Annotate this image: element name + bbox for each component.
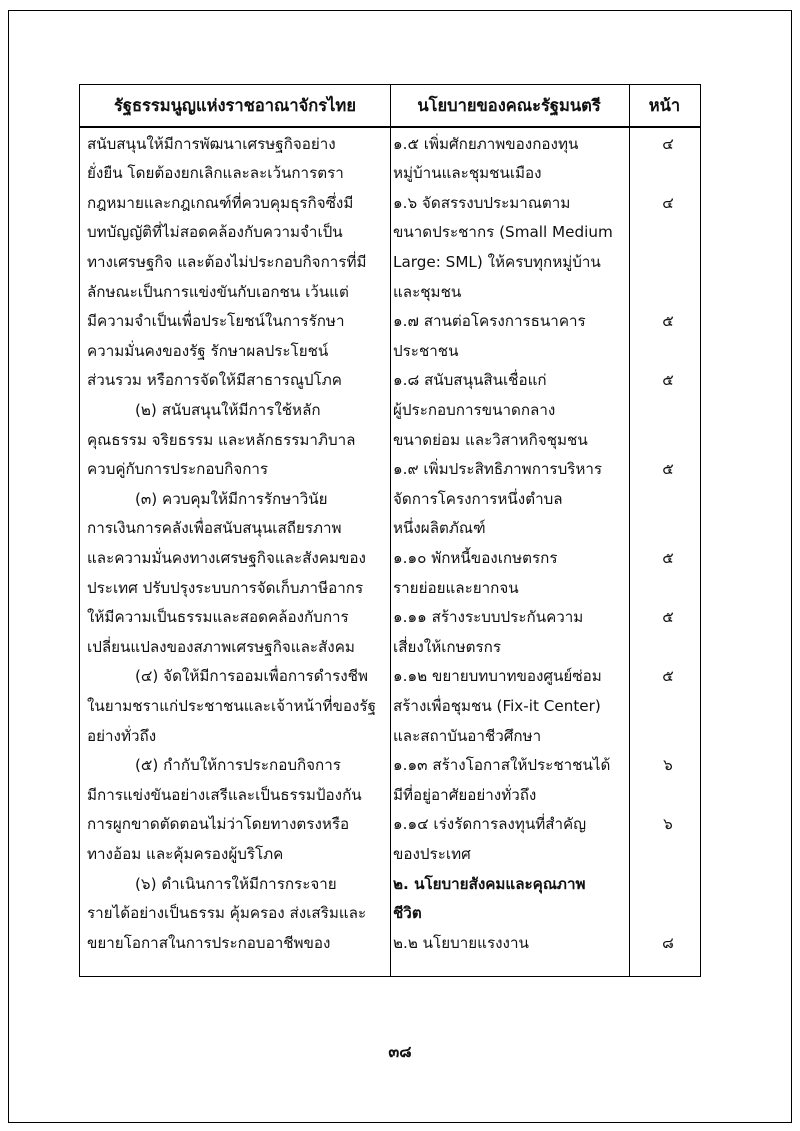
policy-text: ๑.๑๓ สร้างโอกาสให้ประชาชนได้: [393, 756, 611, 775]
table-row: [80, 485, 700, 515]
table-row: [80, 544, 700, 574]
table-row: [80, 692, 700, 722]
table-row: [80, 218, 700, 248]
page-number: ๓๘: [388, 1042, 412, 1061]
constitution-text: มีความจำเป็นเพื่อประโยชน์ในการรักษา: [87, 312, 345, 331]
policy-text: สร้างเพื่อชุมชน (Fix-it Center): [393, 696, 601, 715]
constitution-text: (๖) ดำเนินการให้มีการกระจาย: [135, 874, 337, 893]
table-row: [80, 396, 700, 426]
constitution-text: กฎหมายและกฎเกณฑ์ที่ควบคุมธุรกิจซึ่งมี: [87, 193, 354, 212]
constitution-text: มีการแข่งขันอย่างเสรีและเป็นธรรมป้องกัน: [87, 785, 362, 804]
header-page: หน้า: [648, 96, 681, 115]
header-policy: นโยบายของคณะรัฐมนตรี: [417, 96, 601, 115]
table-row: [80, 248, 700, 278]
policy-text: ๑.๑๒ ขยายบทบาทของศูนย์ซ่อม: [393, 667, 602, 686]
constitution-text: ทางเศรษฐกิจ และต้องไม่ประกอบกิจการที่มี: [87, 252, 367, 271]
policy-text: ประชาชน: [393, 341, 459, 360]
policy-text: ขนาดประชากร (Small Medium: [393, 223, 613, 242]
constitution-text: (๔) จัดให้มีการออมเพื่อการดำรงชีพ: [135, 667, 368, 686]
page-ref: ๔: [662, 193, 674, 212]
comparison-table: [79, 84, 701, 977]
constitution-text: ให้มีความเป็นธรรมและสอดคล้องกับการ: [87, 608, 349, 627]
constitution-text: เปลี่ยนแปลงของสภาพเศรษฐกิจและสังคม: [87, 637, 355, 656]
policy-text: ชีวิต: [393, 904, 422, 923]
table-row: [80, 662, 700, 692]
constitution-text: อย่างทั่วถึง: [87, 726, 157, 745]
policy-text: ๑.๑๑ สร้างระบบประกันความ: [393, 608, 584, 627]
table-row: [80, 722, 700, 752]
policy-text: ๑.๑๐ พักหนี้ของเกษตรกร: [393, 548, 558, 567]
constitution-text: และความมั่นคงทางเศรษฐกิจและสังคมของ: [87, 548, 366, 567]
policy-text: ผู้ประกอบการขนาดกลาง: [393, 400, 556, 419]
policy-text: ๒. นโยบายสังคมและคุณภาพ: [393, 874, 586, 893]
policy-text: ๒.๒ นโยบายแรงงาน: [393, 933, 529, 952]
page-ref: ๖: [663, 815, 673, 834]
policy-text: ๑.๗ สานต่อโครงการธนาคาร: [393, 312, 586, 331]
policy-text: และสถาบันอาชีวศึกษา: [393, 726, 542, 745]
table-row: [80, 455, 700, 485]
policy-text: ของประเทศ: [393, 844, 471, 863]
table-row: [80, 574, 700, 604]
policy-text: Large: SML) ให้ครบทุกหมู่บ้าน: [393, 252, 601, 271]
constitution-text: บทบัญญัติที่ไม่สอดคล้องกับความจำเป็น: [87, 223, 343, 242]
table-row: [80, 514, 700, 544]
table-row: [80, 307, 700, 337]
table-row: [80, 870, 700, 900]
constitution-text: การเงินการคลังเพื่อสนับสนุนเสถียรภาพ: [87, 519, 342, 538]
policy-text: ๑.๖ จัดสรรงบประมาณตาม: [393, 193, 571, 212]
table-row: [80, 159, 700, 189]
page-ref: ๖: [663, 756, 673, 775]
constitution-text: ทางอ้อม และคุ้มครองผู้บริโภค: [87, 844, 284, 863]
page-ref: ๕: [662, 312, 674, 331]
page-ref: ๕: [662, 460, 674, 479]
page-ref: ๕: [662, 548, 674, 567]
policy-text: จัดการโครงการหนึ่งตำบล: [393, 489, 563, 508]
policy-text: เสี่ยงให้เกษตรกร: [393, 637, 501, 656]
constitution-text: (๕) กำกับให้การประกอบกิจการ: [135, 756, 341, 775]
policy-text: ๑.๘ สนับสนุนสินเชื่อแก่: [393, 371, 547, 390]
page-ref: ๕: [662, 667, 674, 686]
table-row: [80, 810, 700, 840]
table-row: [80, 366, 700, 396]
policy-text: ๑.๙ เพิ่มประสิทธิภาพการบริหาร: [393, 460, 603, 479]
policy-text: หนึ่งผลิตภัณฑ์: [393, 519, 486, 538]
table-row: [80, 899, 700, 929]
constitution-text: (๓) ควบคุมให้มีการรักษาวินัย: [135, 489, 328, 508]
page-ref: ๕: [662, 608, 674, 627]
table-row: [80, 278, 700, 308]
page-ref: ๘: [662, 933, 674, 952]
table-row: [80, 189, 700, 219]
policy-text: และชุมชน: [393, 282, 462, 301]
policy-text: ขนาดย่อม และวิสาหกิจชุมชน: [393, 430, 588, 449]
table-row: [80, 337, 700, 367]
table-row: [80, 840, 700, 870]
constitution-text: คุณธรรม จริยธรรม และหลักธรรมาภิบาล: [87, 430, 356, 449]
table-row: [80, 130, 700, 160]
table-row: [80, 929, 700, 959]
constitution-text: ขยายโอกาสในการประกอบอาชีพของ: [87, 933, 331, 952]
table-row: [80, 751, 700, 781]
constitution-text: ความมั่นคงของรัฐ รักษาผลประโยชน์: [87, 341, 329, 360]
policy-text: หมู่บ้านและชุมชนเมือง: [393, 164, 542, 183]
constitution-text: ประเทศ ปรับปรุงระบบการจัดเก็บภาษีอากร: [87, 578, 364, 597]
table-row: [80, 426, 700, 456]
constitution-text: การผูกขาดตัดตอนไม่ว่าโดยทางตรงหรือ: [87, 815, 350, 834]
page-ref: ๕: [662, 371, 674, 390]
policy-text: ๑.๕ เพิ่มศักยภาพของกองทุน: [393, 134, 579, 153]
header-constitution: รัฐธรรมนูญแห่งราชอาณาจักรไทย: [114, 96, 356, 115]
table-row: [80, 603, 700, 633]
constitution-text: รายได้อย่างเป็นธรรม คุ้มครอง ส่งเสริมและ: [87, 904, 367, 923]
constitution-text: ควบคู่กับการประกอบกิจการ: [87, 460, 269, 479]
table-row: [80, 633, 700, 663]
constitution-text: (๒) สนับสนุนให้มีการใช้หลัก: [135, 400, 321, 419]
table-row: [80, 781, 700, 811]
constitution-text: ในยามชราแก่ประชาชนและเจ้าหน้าที่ของรัฐ: [87, 696, 376, 715]
page-ref: ๔: [662, 134, 674, 153]
constitution-text: สนับสนุนให้มีการพัฒนาเศรษฐกิจอย่าง: [87, 134, 336, 153]
policy-text: ๑.๑๔ เร่งรัดการลงทุนที่สำคัญ: [393, 815, 587, 834]
constitution-text: ยั่งยืน โดยต้องยกเลิกและละเว้นการตรา: [87, 164, 344, 183]
constitution-text: ลักษณะเป็นการแข่งขันกับเอกชน เว้นแต่: [87, 282, 349, 301]
constitution-text: ส่วนรวม หรือการจัดให้มีสาธารณูปโภค: [87, 371, 342, 390]
policy-text: มีที่อยู่อาศัยอย่างทั่วถึง: [393, 785, 537, 804]
policy-text: รายย่อยและยากจน: [393, 578, 519, 597]
